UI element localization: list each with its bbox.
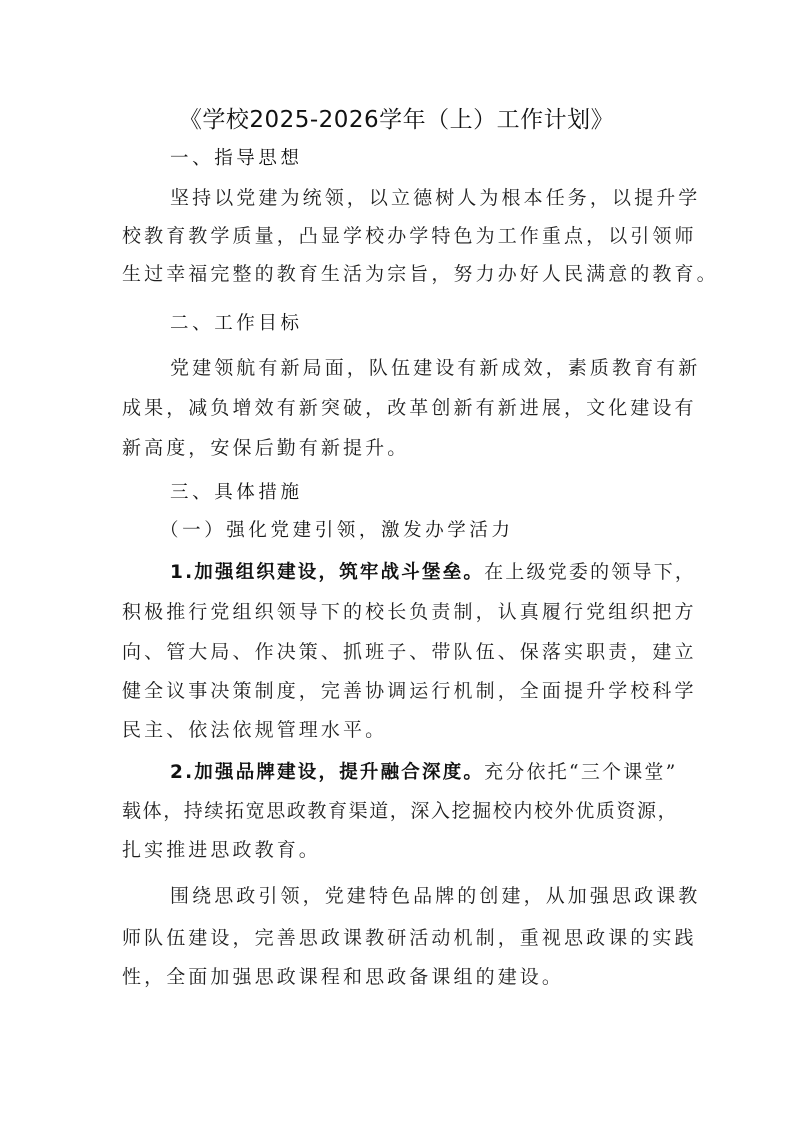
paragraph-line: 载体，持续拓宽思政教育渠道，深入挖掘校内校外优质资源， xyxy=(122,800,679,822)
paragraph-line: 生过幸福完整的教育生活为宗旨，努力办好人民满意的教育。 xyxy=(122,263,719,285)
paragraph-line: 党建领航有新局面，队伍建设有新成效，素质教育有新 xyxy=(170,357,701,379)
paragraph-line: 新高度，安保后勤有新提升。 xyxy=(122,437,410,459)
section-heading-guiding-ideology: 一、指导思想 xyxy=(170,148,303,169)
section-heading-work-goals: 二、工作目标 xyxy=(170,313,303,334)
document-title: 《学校2025-2026学年（上）工作计划》 xyxy=(178,107,615,133)
paragraph-line: 围绕思政引领，党建特色品牌的创建，从加强思政课教 xyxy=(170,885,701,907)
item-lead-line xyxy=(170,760,678,785)
paragraph-line: 民主、依法依规管理水平。 xyxy=(122,719,388,741)
paragraph-line: 成果，减负增效有新突破，改革创新有新进展，文化建设有 xyxy=(122,397,697,419)
item-lead-rest: 充分依托“三个课堂” xyxy=(484,761,678,783)
paragraph-line: 积极推行党组织领导下的校长负责制，认真履行党组织把方 xyxy=(122,601,697,623)
paragraph-line: 健全议事决策制度，完善协调运行机制，全面提升学校科学 xyxy=(122,680,697,702)
paragraph-line: 向、管大局、作决策、抓班子、带队伍、保落实职责，建立 xyxy=(122,641,697,663)
item-lead-rest: 在上级党委的领导下， xyxy=(484,561,697,583)
paragraph-line: 校教育教学质量，凸显学校办学特色为工作重点，以引领师 xyxy=(122,225,697,247)
subsection-heading: （一）强化党建引领，激发办学活力 xyxy=(160,520,514,541)
paragraph-line: 扎实推进思政教育。 xyxy=(122,839,321,861)
paragraph-line: 坚持以党建为统领，以立德树人为根本任务，以提升学 xyxy=(170,187,701,209)
section-heading-specific-measures: 三、具体措施 xyxy=(170,482,303,503)
item-lead-line xyxy=(170,560,697,585)
item-title-bold: 1.加强组织建设，筑牢战斗堡垒。 xyxy=(170,562,485,583)
paragraph-line: 性，全面加强思政课程和思政备课组的建设。 xyxy=(122,966,565,988)
paragraph-line: 师队伍建设，完善思政课教研活动机制，重视思政课的实践 xyxy=(122,927,697,949)
item-title-bold: 2.加强品牌建设，提升融合深度。 xyxy=(170,762,485,783)
